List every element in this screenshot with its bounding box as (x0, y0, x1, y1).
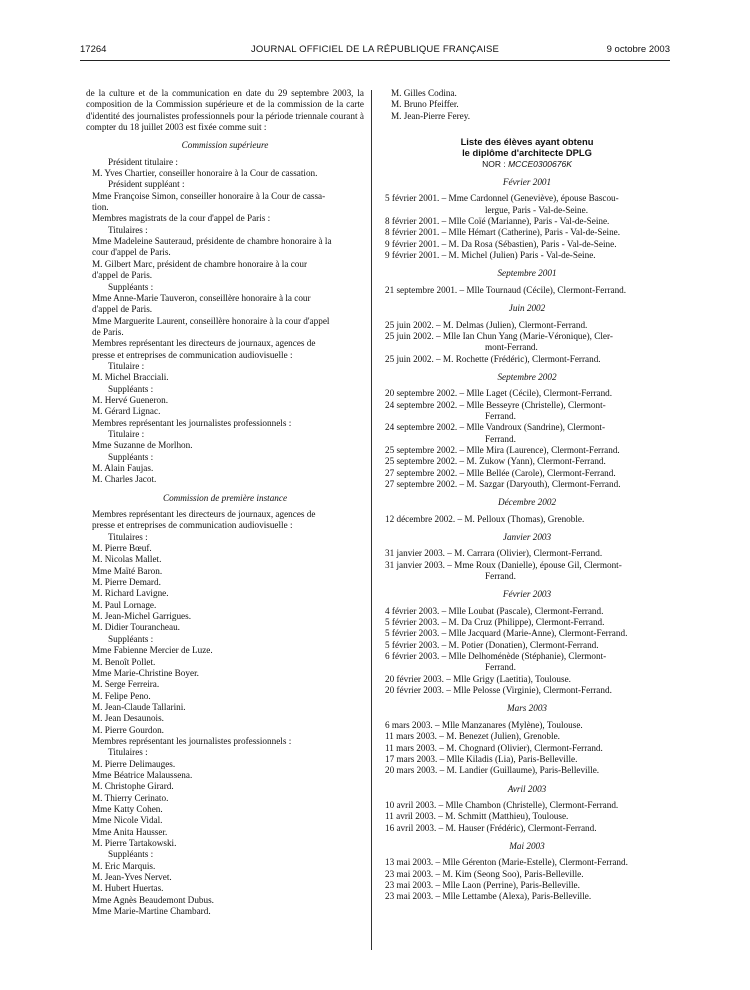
section-heading: Septembre 2001 (497, 268, 557, 279)
text-line: 27 septembre 2002. – M. Sazgar (Daryouth), Clermont-Ferrand. (385, 478, 621, 489)
text-line: 9 février 2001. – M. Da Rosa (Sébastien), Paris - Val-de-Seine. (385, 238, 617, 249)
top-name: M. Gilles Codina. (391, 88, 457, 98)
text-line: M. Jean Desaunois. (92, 713, 164, 724)
text-line: Suppléants : (108, 451, 154, 462)
text-line: M. Hubert Huertas. (92, 883, 164, 894)
text-line: M. Alain Faujas. (92, 463, 154, 473)
text-line: M. Jean-Claude Tallarini. (92, 701, 186, 712)
column-divider (371, 90, 372, 950)
text-line: cour d'appel de Paris. (92, 247, 171, 258)
text-line: Ferrand. (485, 433, 516, 444)
text-line: Mme Nicole Vidal. (92, 815, 163, 826)
text-line: 21 septembre 2001. – Mlle Tournaud (Cécile), Clermont-Ferrand. (385, 284, 627, 295)
text-line: M. Felipe Peno. (92, 690, 151, 701)
text-line: Mme Fabienne Mercier de Luze. (92, 645, 213, 656)
text-line: M. Nicolas Mallet. (92, 554, 162, 565)
text-line: M. Charles Jacot. (92, 474, 157, 485)
text-line: Membres représentant les journalistes professionnels : (92, 417, 292, 428)
text-line: Mme Anita Hausser. (92, 826, 168, 837)
text-line: Ferrand. (485, 410, 516, 421)
text-line: 4 février 2003. – Mlle Loubat (Pascale), Clermont-Ferrand. (385, 605, 604, 616)
text-line: 6 février 2003. – Mlle Delhoménède (Stéphanie), Clermont- (385, 651, 607, 662)
section-heading: Février 2003 (502, 589, 552, 600)
text-line: 24 septembre 2002. – Mlle Vandroux (Sandrine), Clermont- (385, 422, 606, 433)
text-line: M. Pierre Gourdon. (92, 724, 164, 735)
text-line: M. Thierry Cerinato. (92, 792, 169, 803)
text-line: lergue, Paris - Val-de-Seine. (485, 204, 588, 215)
text-line: 20 février 2003. – Mlle Pelosse (Virginie), Clermont-Ferrand. (385, 685, 612, 696)
text-line: M. Jean-Michel Garrigues. (92, 611, 191, 622)
text-line: 25 septembre 2002. – Mlle Mira (Laurence), Clermont-Ferrand. (385, 444, 620, 455)
text-line: Suppléants : (108, 383, 154, 394)
text-line: M. Pierre Tartakowski. (92, 838, 177, 848)
publication-date: 9 octobre 2003 (606, 44, 670, 55)
section-heading: Janvier 2003 (502, 532, 552, 542)
text-line: 11 mars 2003. – M. Benezet (Julien), Grenoble. (385, 731, 560, 742)
header-rule (80, 60, 670, 61)
text-line: 25 juin 2002. – Mlle Ian Chun Yang (Marie-Véronique), Cler- (385, 330, 613, 341)
section-heading: Mai 2003 (509, 840, 545, 851)
text-line: M. Pierre Delimauges. (92, 758, 176, 769)
text-line: Titulaire : (108, 428, 145, 439)
text-line: Président titulaire : (108, 156, 178, 167)
text-line: Titulaires : (108, 224, 148, 235)
text-line: 5 février 2003. – M. Potier (Donatien), Clermont-Ferrand. (385, 639, 599, 650)
text-line: 25 septembre 2002. – M. Zukow (Yann), Clermont-Ferrand. (385, 456, 606, 467)
text-line: M. Paul Lornage. (92, 599, 157, 610)
text-line: M. Gilbert Marc, président de chambre honoraire à la cour (92, 258, 308, 269)
nor-reference (385, 159, 669, 170)
text-line: Mme Maïté Baron. (92, 565, 163, 576)
section-heading: Juin 2002 (508, 303, 546, 314)
text-line: 20 février 2003. – Mlle Grigy (Laetitia), Toulouse. (385, 673, 571, 684)
section-heading: Commission de première instance (162, 492, 288, 503)
text-line: Membres représentant les journalistes professionnels : (92, 735, 292, 746)
page-header (80, 44, 670, 58)
left-column (86, 88, 364, 917)
text-line: 17 mars 2003. – Mlle Kiladis (Lia), Paris-Belleville. (385, 753, 578, 764)
text-line: 6 mars 2003. – Mlle Manzanares (Mylène), Toulouse. (385, 719, 583, 730)
text-line: Ferrand. (485, 571, 516, 582)
text-line: Ferrand. (485, 662, 516, 673)
text-line: Mme Agnès Beaudemont Dubus. (92, 894, 214, 905)
text-line: 5 février 2001. – Mme Cardonnel (Geneviève), épouse Bascou- (385, 193, 619, 204)
text-line: de Paris. (92, 326, 124, 337)
text-line: M. Didier Tourancheau. (92, 622, 180, 633)
text-line: M. Hervé Gueneron. (92, 394, 169, 405)
text-line: M. Jean-Yves Nervet. (92, 872, 172, 883)
section-heading: Mars 2003 (506, 703, 548, 714)
section-title: Liste des élèves ayant obtenu (460, 136, 594, 148)
text-line: M. Benoît Pollet. (92, 656, 156, 667)
text-line: 24 septembre 2002. – Mlle Besseyre (Christelle), Clermont- (385, 399, 606, 410)
text-line: Titulaire : (108, 360, 145, 371)
text-line: 11 mars 2003. – M. Chognard (Olivier), Clermont-Ferrand. (385, 742, 603, 753)
text-line: 23 mai 2003. – M. Kim (Seong Soo), Paris-Belleville. (385, 868, 584, 879)
text-line: Suppléants : (108, 281, 154, 292)
text-line: Membres représentant les directeurs de journaux, agences de (92, 509, 316, 520)
top-name: M. Jean-Pierre Ferey. (391, 110, 470, 121)
intro-paragraph: de la culture et de la communication en date du 29 septembre 2003, la composition de la Commission supérieure et de la commission de la carte d'identité des journalistes professionnels pour la période triennale courant à compter du 18 juillet 2003 est fixée comme suit : (86, 88, 364, 133)
section-title-2: le diplôme d'architecte DPLG (462, 147, 592, 159)
text-line: Mme Katty Cohen. (92, 803, 163, 814)
section-heading: Avril 2003 (507, 783, 547, 794)
text-line: Suppléants : (108, 849, 154, 860)
page-number: 17264 (80, 44, 107, 55)
text-line: M. Eric Marquis. (92, 860, 156, 871)
text-line: Mme Françoise Simon, conseiller honoraire à la Cour de cassa- (92, 190, 326, 201)
text-line: 23 mai 2003. – Mlle Laon (Perrine), Paris-Belleville. (385, 879, 580, 890)
text-line: Mme Marguerite Laurent, conseillère honoraire à la cour d'appel (92, 315, 330, 326)
text-line: Mme Madeleine Sauteraud, présidente de chambre honoraire à la (92, 236, 332, 247)
journal-title: JOURNAL OFFICIEL DE LA RÉPUBLIQUE FRANÇAISE (250, 44, 500, 55)
text-line: Mme Suzanne de Morlhon. (92, 440, 193, 451)
text-line: 27 septembre 2002. – Mlle Bellée (Carole), Clermont-Ferrand. (385, 467, 616, 478)
text-line: M. Serge Ferreira. (92, 679, 160, 690)
left-lines (86, 133, 364, 917)
text-line: 31 janvier 2003. – Mme Roux (Danielle), épouse Gil, Clermont- (385, 559, 622, 570)
text-line: 12 décembre 2002. – M. Pelloux (Thomas), Grenoble. (385, 513, 585, 524)
text-line: 8 février 2001. – Mlle Coïé (Marianne), Paris - Val-de-Seine. (385, 216, 610, 227)
text-line: 11 avril 2003. – M. Schmitt (Matthieu), Toulouse. (385, 811, 569, 822)
text-line: Membres représentant les directeurs de journaux, agences de (92, 338, 316, 349)
text-line: M. Christophe Girard. (92, 781, 174, 792)
text-line: presse et entreprises de communication audiovisuelle : (92, 520, 293, 531)
text-line: 20 septembre 2002. – Mlle Laget (Cécile), Clermont-Ferrand. (385, 388, 613, 399)
text-line: Mme Marie-Martine Chambard. (92, 906, 211, 917)
text-line: M. Richard Lavigne. (92, 588, 169, 599)
text-line: M. Pierre Demard. (92, 577, 161, 588)
text-line: Président suppléant : (108, 179, 185, 190)
text-line: M. Pierre Bœuf. (92, 543, 152, 554)
text-line: 16 avril 2003. – M. Hauser (Frédéric), Clermont-Ferrand. (385, 822, 597, 833)
section-heading: Septembre 2002 (497, 371, 557, 382)
text-line: M. Gérard Lignac. (92, 406, 161, 417)
nor-code: MCCE0300676K (508, 158, 572, 169)
text-line: Mme Anne-Marie Tauveron, conseillère honoraire à la cour (92, 292, 311, 303)
text-line: Mme Marie-Christine Boyer. (92, 667, 199, 678)
text-line: 10 avril 2003. – Mlle Chambon (Christelle), Clermont-Ferrand. (385, 799, 619, 810)
text-line: Titulaires : (108, 747, 148, 758)
text-line: 5 février 2003. – M. Da Cruz (Philippe), Clermont-Ferrand. (385, 617, 605, 628)
text-line: M. Michel Bracciali. (92, 372, 169, 383)
text-line: 9 février 2001. – M. Michel (Julien) Paris - Val-de-Seine. (385, 250, 596, 261)
section-heading: Commission supérieure (181, 140, 269, 151)
section-heading: Décembre 2002 (497, 497, 557, 508)
text-line: tion. (92, 202, 109, 213)
text-line: d'appel de Paris. (92, 304, 153, 315)
text-line: Suppléants : (108, 633, 154, 644)
text-line: 23 mai 2003. – Mlle Lettambe (Alexa), Paris-Belleville. (385, 891, 592, 902)
right-column (385, 88, 669, 903)
text-line: 8 février 2001. – Mlle Hémart (Catherine), Paris - Val-de-Seine. (385, 227, 621, 238)
text-line: presse et entreprises de communication audiovisuelle : (92, 349, 293, 360)
text-line: Membres magistrats de la cour d'appel de Paris : (92, 213, 271, 224)
text-line: Mme Béatrice Malaussena. (92, 769, 193, 780)
text-line: 5 février 2003. – Mlle Jacquard (Marie-Anne), Clermont-Ferrand. (385, 628, 628, 639)
text-line: d'appel de Paris. (92, 270, 153, 281)
top-name: M. Bruno Pfeiffer. (391, 99, 459, 110)
text-line: 13 mai 2003. – Mlle Gérenton (Marie-Estelle), Clermont-Ferrand. (385, 857, 628, 868)
nor-label: NOR : (482, 158, 509, 169)
text-line: 31 janvier 2003. – M. Carrara (Olivier), Clermont-Ferrand. (385, 548, 603, 559)
text-line: 25 juin 2002. – M. Rochette (Frédéric), Clermont-Ferrand. (385, 353, 601, 364)
text-line: mont-Ferrand. (485, 342, 538, 353)
text-line: Titulaires : (108, 531, 148, 542)
text-line: M. Yves Chartier, conseiller honoraire à la Cour de cassation. (92, 168, 318, 179)
right-lines (385, 170, 669, 903)
text-line: 20 mars 2003. – M. Landier (Guillaume), Paris-Belleville. (385, 765, 600, 776)
text-line: 25 juin 2002. – M. Delmas (Julien), Clermont-Ferrand. (385, 319, 588, 330)
section-heading: Février 2001 (502, 177, 552, 188)
